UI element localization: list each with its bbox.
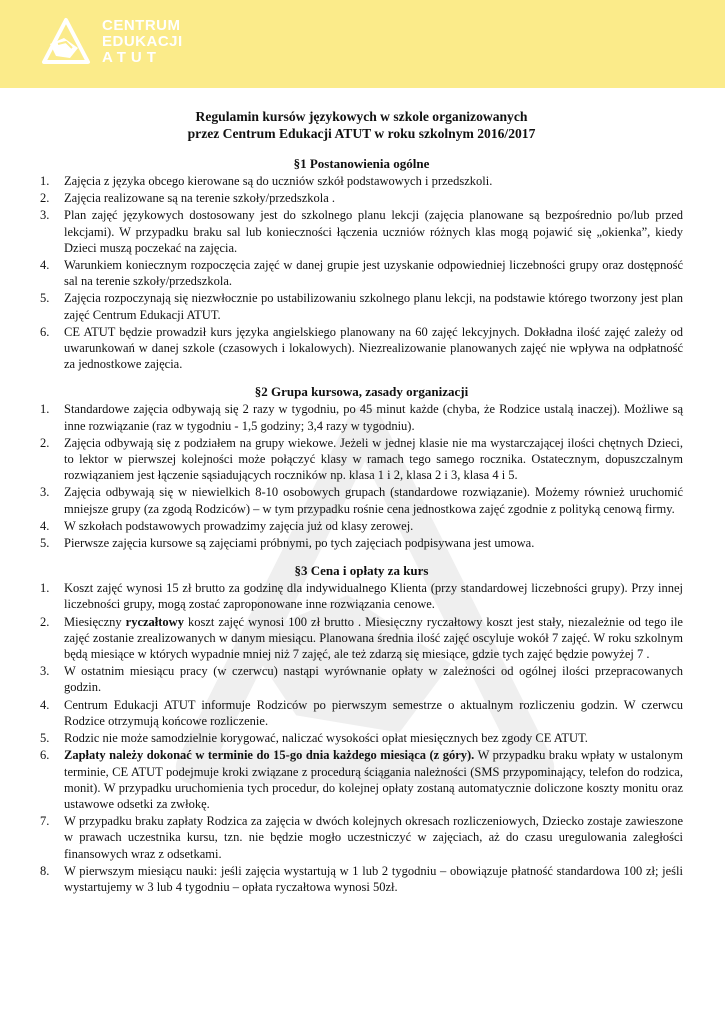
list-item xyxy=(40,863,683,895)
list-item xyxy=(40,173,683,189)
section-heading: §3 Cena i opłaty za kurs xyxy=(294,563,429,579)
list-item-text: koszt zajęć wynosi 100 zł brutto . Miesięczny ryczałtowy koszt jest stały, niezależnie od tego ile zajęć zostanie zrealizowanych w danym miesiącu. Planowana średnia ilość zajęć oscyluje wokół 7 zajęć. W roku szkolnym będą miesiące w których wypadnie mniej niż 7 zajęć, ale też zdarzą się miesiące, gdzie tych zajęć będzie powyżej 7 . xyxy=(64,614,683,662)
list-item-number: 8. xyxy=(40,863,50,878)
list-item-text: Warunkiem koniecznym rozpoczęcia zajęć w danej grupie jest uzyskanie odpowiedniej liczebności grupy oraz dostępność sal na terenie szkoły/przedszkola. xyxy=(64,258,683,289)
sections xyxy=(40,156,683,895)
list-item xyxy=(40,663,683,695)
list-item xyxy=(40,435,683,484)
list-item xyxy=(40,257,683,289)
list-item-text: Pierwsze zajęcia kursowe są zajęciami próbnymi, po tych zajęciach podpisywana jest umowa. xyxy=(64,536,535,551)
document-title xyxy=(40,108,683,142)
list-item-text: Zajęcia odbywają się z podziałem na grupy wiekowe. Jeżeli w jednej klasie nie ma wystarczającej ilości chętnych Dzieci, to lektor w pierwszej kolejności może połączyć klasy w ramach tego samego rocznika. Ostatecznym, dopuszczalnym rozwiązaniem jest łączenie sąsiadujących roczników np. klasa 1 i 2, klasa 2 i 3, klasa 4 i 5. xyxy=(64,435,683,483)
list-item-number: 1. xyxy=(40,581,50,596)
list-item-number: 2. xyxy=(40,435,50,450)
list-item-text: W przypadku braku wpłaty w ustalonym terminie, CE ATUT podejmuje kroki związane z procedurą ściągania należności (SMS przypominający, telefon do rodzica, monit). W przypadku uruchomienia tych procedur, do kolejnej opłaty zostaną automatycznie doliczone koszty monitu oraz ustawowe odsetki za zwłokę. xyxy=(64,748,683,811)
list-item xyxy=(40,324,683,373)
logo-mark-icon xyxy=(36,14,96,70)
list-item-number: 5. xyxy=(40,731,50,746)
list-item-number: 2. xyxy=(40,191,50,206)
list-item-text: Centrum Edukacji ATUT informuje Rodziców po pierwszym semestrze o aktualnym rozliczeniu godzin. W czerwcu Rodzice otrzymują końcowe rozliczenie. xyxy=(64,697,683,728)
list-item xyxy=(40,535,683,551)
list-item-number: 5. xyxy=(40,536,50,551)
list-item xyxy=(40,190,683,206)
section xyxy=(40,563,683,895)
section-heading: §2 Grupa kursowa, zasady organizacji xyxy=(254,384,469,400)
list-item xyxy=(40,747,683,812)
list-item xyxy=(40,290,683,322)
section-list xyxy=(40,401,683,551)
list-item-number: 2. xyxy=(40,614,50,629)
section-heading: §1 Postanowienia ogólne xyxy=(293,156,430,171)
list-item xyxy=(40,484,683,516)
list-item-number: 1. xyxy=(40,402,50,417)
section xyxy=(40,384,683,551)
list-item xyxy=(40,697,683,729)
list-item-text: Standardowe zajęcia odbywają się 2 razy w tygodniu, po 45 minut każde (chyba, że Rodzice ustalą inaczej). Możliwe są inne rozwiązanie (raz w tygodniu - 1,5 godziny; 3,4 razy w tygodniu). xyxy=(64,402,683,433)
list-item-number: 5. xyxy=(40,291,50,306)
list-item-emphasis: Zapłaty należy dokonać w terminie do 15-go dnia każdego miesiąca (z góry). xyxy=(64,748,475,763)
list-item-number: 6. xyxy=(40,748,50,763)
section-list xyxy=(40,580,683,895)
list-item-text: Zajęcia rozpoczynają się niezwłocznie po ustabilizowaniu szkolnego planu lekcji, na podstawie którego tworzony jest plan zajęć Centrum Edukacji ATUT. xyxy=(64,291,683,322)
list-item xyxy=(40,207,683,256)
title-line-1: Regulamin kursów językowych w szkole organizowanych xyxy=(195,109,528,124)
list-item xyxy=(40,730,683,746)
list-item-text: Rodzic nie może samodzielnie korygować, naliczać wysokości opłat miesięcznych bez zgody CE ATUT. xyxy=(64,731,588,746)
list-item-emphasis: ryczałtowy xyxy=(125,614,184,629)
list-item-text: W pierwszym miesiącu nauki: jeśli zajęcia wystartują w 1 lub 2 tygodniu – obowiązuje płatność standardowa 100 zł; jeśli wystartujemy w 3 lub 4 tygodniu – opłata ryczałtowa wynosi 50zł. xyxy=(64,863,683,894)
list-item xyxy=(40,614,683,663)
list-item-text: W szkołach podstawowych prowadzimy zajęcia już od klasy zerowej. xyxy=(64,518,414,533)
list-item xyxy=(40,813,683,862)
list-item-number: 3. xyxy=(40,208,50,223)
title-line-2: przez Centrum Edukacji ATUT w roku szkolnym 2016/2017 xyxy=(187,126,536,141)
list-item-text: W ostatnim miesiącu pracy (w czerwcu) nastąpi wyrównanie opłaty w zależności od ogólnej ilości przepracowanych godzin. xyxy=(64,664,683,695)
list-item-number: 4. xyxy=(40,258,50,273)
list-item-text: W przypadku braku zapłaty Rodzica za zajęcia w dwóch kolejnych okresach rozliczeniowych, Dziecko zostaje zawieszone w prawach uczestnika kursu, tzn. nie będzie mogło uczestniczyć w zajęciach, aż do czasu uregulowania zaległości finansowych wraz z odsetkami. xyxy=(64,814,683,861)
section xyxy=(40,156,683,372)
list-item-text: Zajęcia odbywają się w niewielkich 8-10 osobowych grupach (standardowe rozwiązanie). Możemy również uruchomić mniejsze grupy (za zgodą Rodziców) – w tym przypadku rośnie cena jednostkowa zajęć zgodnie z polityką cenową firmy. xyxy=(64,485,683,516)
list-item xyxy=(40,401,683,433)
list-item-text-lead: Miesięczny xyxy=(64,614,126,629)
header-band xyxy=(0,0,725,88)
list-item-number: 1. xyxy=(40,174,50,188)
list-item-text: Koszt zajęć wynosi 15 zł brutto za godzinę dla indywidualnego Klienta (przy standardowej liczebności grupy). Przy innej liczebności grupy, mogą zostać zaproponowane inne rozwiązania cenowe. xyxy=(64,581,683,612)
list-item xyxy=(40,580,683,612)
logo xyxy=(36,14,296,70)
list-item-number: 6. xyxy=(40,324,50,339)
logo-line-2: EDUKACJI xyxy=(102,33,183,50)
list-item-text: Plan zajęć językowych dostosowany jest do szkolnego planu lekcji (zajęcia planowane są bezpośrednio po/lub przed lekcjami). W przypadku braku sal lub konieczności łączenia uczniów różnych klas mogą pojawić się „okienka”, kiedy Dzieci muszą poczekać na zajęcia. xyxy=(64,208,683,255)
list-item-number: 3. xyxy=(40,664,50,679)
list-item-number: 3. xyxy=(40,485,50,500)
list-item xyxy=(40,518,683,534)
list-item-text: CE ATUT będzie prowadził kurs języka angielskiego planowany na 60 zajęć lekcyjnych. Dokładna ilość zajęć zależy od uwarunkowań w danej szkole (czasowych i lokalowych). Niezrealizowanie planowanych zajęć nie wpływa na odpłatność za jednostkowe zajęcia. xyxy=(64,324,683,372)
logo-line-3: ATUT xyxy=(102,49,161,66)
list-item-text: Zajęcia z języka obcego kierowane są do uczniów szkół podstawowych i przedszkoli. xyxy=(64,174,493,188)
logo-line-1: CENTRUM xyxy=(102,17,181,34)
section-list xyxy=(40,173,683,372)
list-item-number: 4. xyxy=(40,697,50,712)
list-item-text: Zajęcia realizowane są na terenie szkoły/przedszkola . xyxy=(64,191,336,206)
document-body xyxy=(40,108,683,907)
list-item-number: 7. xyxy=(40,814,50,829)
list-item-number: 4. xyxy=(40,518,50,533)
